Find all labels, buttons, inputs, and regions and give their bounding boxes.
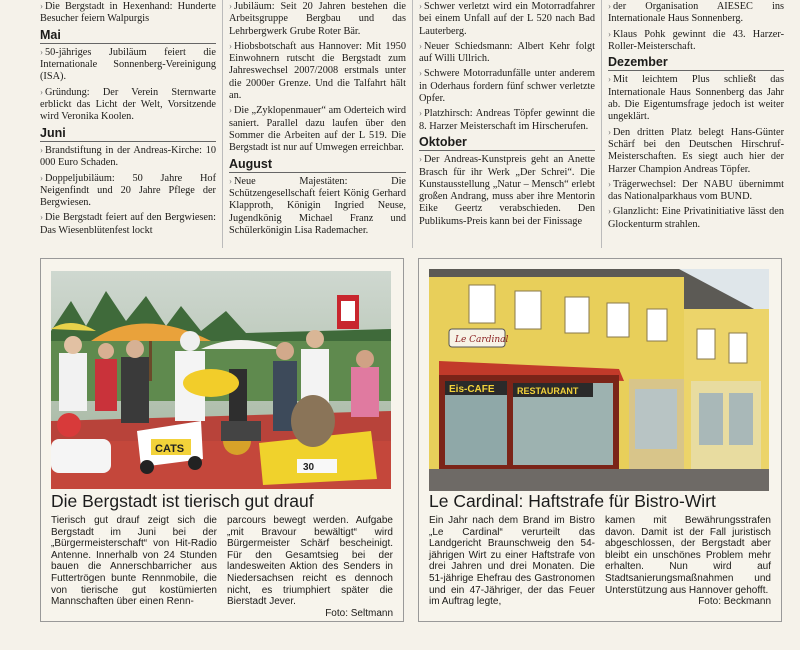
bullet-icon: › <box>229 175 232 186</box>
article-text: Ein Jahr nach dem Brand im Bistro „Le Cardinal“ verurteilt das Landgericht Braunschweig den 54-jährigen Wirt zu einer Haftstrafe von drei Jahren und drei Monaten. Die 51-jährige Ehefrau des Gastronomen und ein 47-Jähriger, der das Feuer im Auftrag legte, <box>429 515 595 608</box>
column-divider <box>412 0 413 248</box>
bullet-icon: › <box>40 144 43 155</box>
headline-bergstadt: Die Bergstadt ist tierisch gut drauf <box>51 491 314 511</box>
chronicle-column-3 <box>419 0 595 230</box>
entry-text: Die Bergstadt feiert auf den Bergwiesen: Das Wiesenblütenfest lockt <box>40 212 216 236</box>
photo-sign-cardinal: Le Cardinal <box>455 335 509 345</box>
chronicle-entry <box>608 73 784 123</box>
chronicle-entry <box>608 178 784 204</box>
column-divider <box>222 0 223 248</box>
photo-race-carts <box>51 271 391 489</box>
chronicle-entry <box>419 107 595 133</box>
article-bergstadt <box>40 258 404 622</box>
bullet-icon: › <box>608 126 611 137</box>
month-heading: August <box>229 158 406 173</box>
entry-text: Jubiläum: Seit 20 Jahren bestehen die Arbeitsgruppe Bergbau und das Lehrbergwerk Grube Roter Bär. <box>229 1 406 37</box>
photo-race-carts-image <box>51 271 391 489</box>
article-text: kamen mit Bewährungsstrafen davon. Damit ist der Fall juristisch abgeschlossen, der Bergstadt aber bleibt ein unschönes Problem mehr erhalten. Nun wird auf Stadtsanierungsmaßnahmen und Unterstützung aus Hannover gehofft. <box>605 515 771 596</box>
bullet-icon: › <box>40 46 43 57</box>
entry-text: Glanzlicht: Eine Privatinitiative lässt den Glockenturm strahlen. <box>608 206 784 230</box>
month-heading: Juni <box>40 127 216 142</box>
column-divider <box>601 0 602 248</box>
bullet-icon: › <box>608 1 611 11</box>
bullet-icon: › <box>419 108 422 119</box>
photo-credit: Foto: Beckmann <box>698 596 771 608</box>
chronicle-entry <box>40 46 216 84</box>
bullet-icon: › <box>419 154 422 165</box>
chronicle-entry <box>419 67 595 105</box>
month-heading: Oktober <box>419 136 595 151</box>
headline-le-cardinal: Le Cardinal: Haftstrafe für Bistro-Wirt <box>429 491 716 511</box>
photo-sign-restaurant: RESTAURANT <box>517 386 579 396</box>
chronicle-entry <box>419 153 595 228</box>
entry-text: 50-jähriges Jubiläum feiert die Internationale Sonnenberg-Vereinigung (ISA). <box>40 46 216 83</box>
bullet-icon: › <box>40 86 43 97</box>
photo-sign-number: 30 <box>303 462 315 473</box>
bullet-icon: › <box>40 172 43 183</box>
article-le-cardinal-col2 <box>605 515 771 608</box>
article-text: parcours bewegt werden. Aufgabe „mit Bravour bewältigt“ wird Bürgermeister Schärf bescheinigt. Für den Gesamtsieg bei der landesweiten Aktion des Senders in Niedersachsen reicht es dennoch nicht, es triumphiert später die Bierstadt Jever. <box>227 515 393 608</box>
chronicle-entry <box>40 0 216 26</box>
entry-text: Neue Majestäten: Die Schützengesellschaft feiert König Gerhard Klapproth, Königin Ingried Neuse, Jugendkönig Michael Franz und Schülerkönigin Lisa Rademacher. <box>229 175 406 237</box>
month-heading: Mai <box>40 29 216 44</box>
bullet-icon: › <box>229 1 232 11</box>
chronicle-entry <box>229 175 406 237</box>
photo-le-cardinal-image <box>429 269 769 491</box>
bullet-icon: › <box>419 1 422 11</box>
chronicle-entry <box>40 144 216 170</box>
entry-text: Schwer verletzt wird ein Motorradfahrer bei einem Unfall auf der L 520 nach Bad Lauterberg. <box>419 1 595 37</box>
bullet-icon: › <box>608 206 611 217</box>
chronicle-entry <box>419 40 595 66</box>
chronicle-entry <box>419 0 595 38</box>
chronicle-column-1 <box>40 0 216 239</box>
bullet-icon: › <box>229 40 232 51</box>
photo-credit: Foto: Seltmann <box>325 607 393 619</box>
chronicle-entry <box>608 126 784 176</box>
month-heading: Dezember <box>608 56 784 71</box>
photo-sign-eiscafe: Eis-CAFE <box>449 384 495 395</box>
bullet-icon: › <box>419 68 422 79</box>
bullet-icon: › <box>608 178 611 189</box>
entry-text: Die „Zyklopenmauer“ am Oderteich wird saniert. Parallel dazu laufen über den Sommer die Arbeiten auf der L 519. Die Bergstadt ist nur auf Umwegen erreichbar. <box>229 105 406 154</box>
chronicle-entry <box>608 0 784 26</box>
entry-text: Brandstiftung in der Andreas-Kirche: 10 000 Euro Schaden. <box>40 144 216 169</box>
entry-text: Hiobsbotschaft aus Hannover: Mit 1950 Einwohnern rutscht die Bergstadt zum Jahreswechsel 2007/2008 erstmals unter die 2000er Grenze. Und die Talfahrt hält an. <box>229 40 406 102</box>
entry-text: Klaus Pohk gewinnt die 43. Harzer-Roller-Meisterschaft. <box>608 28 784 52</box>
entry-text: Schwere Motorradunfälle unter anderem in Oderhaus fordern fünf schwer verletzte Opfer. <box>419 68 595 105</box>
chronicle-entry <box>608 205 784 231</box>
entry-text: Doppeljubiläum: 50 Jahre Hof Neigenfindt und 20 Jahre Pflege der Bergwiesen. <box>40 172 216 209</box>
bullet-icon: › <box>608 28 611 39</box>
entry-text: Platzhirsch: Andreas Töpfer gewinnt die 8. Harzer Meisterschaft im Hirscherufen. <box>419 108 595 132</box>
bullet-icon: › <box>419 40 422 51</box>
bullet-icon: › <box>608 74 611 85</box>
article-bergstadt-col1 <box>51 515 217 608</box>
article-le-cardinal-col1 <box>429 515 595 608</box>
chronicle-column-2 <box>229 0 406 239</box>
chronicle-column-4 <box>608 0 784 233</box>
chronicle-entry <box>229 0 406 38</box>
photo-le-cardinal <box>429 269 769 491</box>
entry-text: Die Bergstadt in Hexenhand: Hunderte Besucher feiern Walpurgis <box>40 1 216 25</box>
entry-text: Gründung: Der Verein Sternwarte erblickt das Licht der Welt, Vorsitzende wird Veronika Koolen. <box>40 86 216 123</box>
chronicle-entry <box>608 28 784 54</box>
bullet-icon: › <box>40 1 43 11</box>
article-le-cardinal <box>418 258 782 622</box>
entry-text: Der Andreas-Kunstpreis geht an Anette Brasch für ihr Werk „Der Schrei“. Die Kunstausstellung „Natur – Mensch“ erlebt großen Andrang, muss aber ihre Mentorin Eike Geertz verabschieden. Den Publikums-Preis kann bei der Finissage <box>419 154 595 227</box>
article-text: Tierisch gut drauf zeigt sich die Bergstadt im Juni bei der „Bürgermeisterschaft“ von Hit-Radio Antenne. Innerhalb von 24 Stunden bauen die Annerschbarricher aus Futtertrögen bunte Rennmobile, die von tierische gut kostümierten Mannschaften über einen Renn- <box>51 515 217 608</box>
bullet-icon: › <box>229 105 232 116</box>
entry-text: der Organisation AIESEC ins Internationale Haus Sonnenberg. <box>608 1 784 25</box>
photo-sign-cats: CATS <box>155 443 185 455</box>
chronicle-entry <box>229 104 406 154</box>
entry-text: Neuer Schiedsmann: Albert Kehr folgt auf Willi Ullrich. <box>419 40 595 65</box>
chronicle-entry <box>229 40 406 102</box>
entry-text: Trägerwechsel: Der NABU übernimmt das Nationalparkhaus vom BUND. <box>608 178 784 203</box>
article-bergstadt-col2 <box>227 515 393 619</box>
chronicle-entry <box>40 211 216 237</box>
chronicle-entry <box>40 86 216 124</box>
chronicle-entry <box>40 172 216 210</box>
entry-text: Den dritten Platz belegt Hans-Günter Schärf bei den Deutschen Hirschruf-Meisterschaften. Es siegt auch hier der Harzer Champion Andreas Töpfer. <box>608 126 784 175</box>
entry-text: Mit leichtem Plus schließt das Internationale Haus Sonnenberg das Jahr ab. Die Eigentumsfrage jedoch ist weiter ungeklärt. <box>608 74 784 123</box>
bullet-icon: › <box>40 212 43 223</box>
